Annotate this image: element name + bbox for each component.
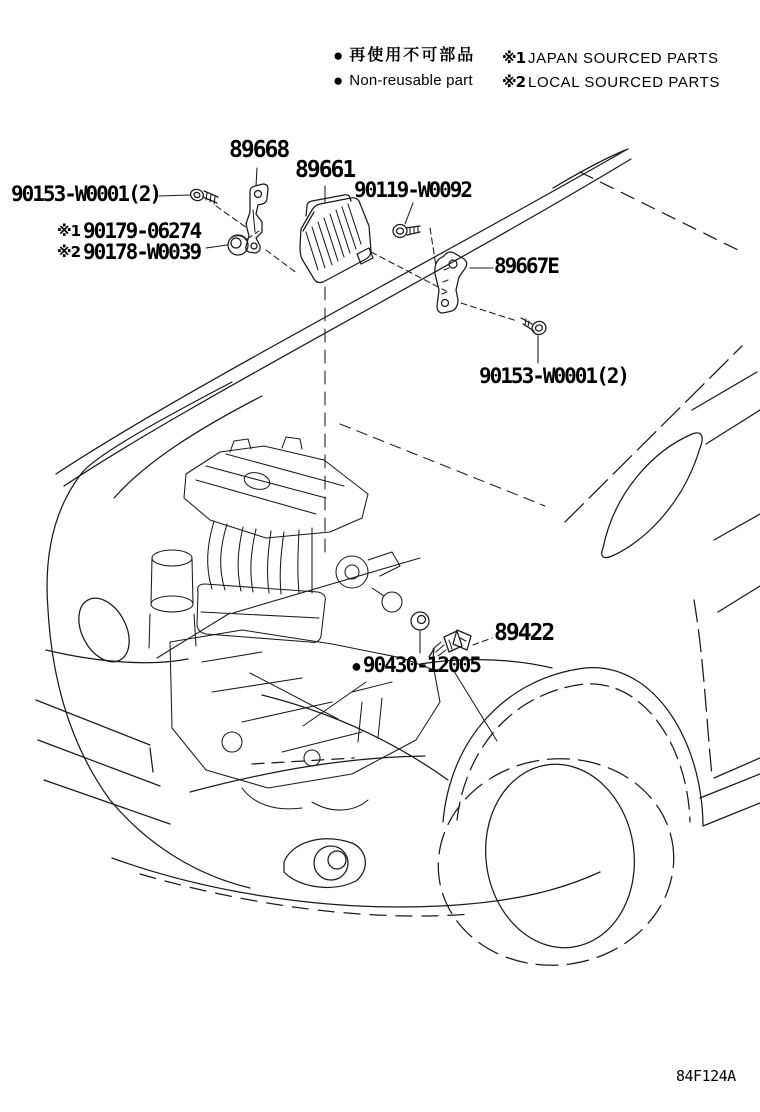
fog-lamp-bulb — [328, 851, 346, 869]
bumper-bottom-edge — [112, 858, 600, 907]
legend-sourcing-local — [502, 75, 720, 90]
wheel-arch-inner — [457, 684, 690, 822]
legend-nonreusable-en — [333, 72, 473, 89]
wheel-arch-outer — [443, 668, 703, 825]
headlight — [69, 590, 140, 671]
door-line — [714, 514, 760, 540]
ecu-89661-drawing — [300, 195, 373, 283]
bumper-upper-dash — [252, 758, 354, 764]
grille-tick — [150, 748, 153, 772]
hood-crease — [114, 396, 262, 498]
ref-marker-1: ※1 — [57, 222, 81, 240]
grille-slat — [38, 740, 160, 786]
engine-bay-line — [233, 558, 420, 613]
bracket-89668-drawing — [246, 184, 268, 253]
nonreusable-dot-icon: ● — [351, 655, 362, 676]
gasket-ring-icon — [411, 612, 429, 630]
engine-bay-line — [250, 673, 338, 719]
callout-90153-upper: 90153-W0001(2) — [11, 182, 161, 206]
rocker-line — [703, 803, 760, 826]
legend-nonreusable-jp-text: 再使用不可部品 — [349, 46, 476, 64]
ref-marker-2: ※2 — [57, 243, 81, 261]
screw-icon-lower-right — [521, 318, 548, 337]
a-pillar-line-inner — [64, 159, 631, 486]
ref-marker-2: ※2 — [502, 73, 526, 91]
ref-marker-1: ※1 — [502, 49, 526, 67]
rocker-line — [700, 774, 760, 798]
door-line — [706, 410, 760, 444]
callout-90153-lower: 90153-W0001(2) — [479, 364, 629, 388]
nonreusable-dot-icon: ● — [333, 46, 344, 65]
front-wheel — [425, 668, 703, 981]
leader-grommet — [206, 245, 227, 248]
legend-nonreusable-en-text: Non-reusable part — [349, 72, 473, 89]
callout-grommet-option-2 — [57, 242, 200, 263]
callout-89422: 89422 — [494, 620, 554, 646]
hood-lower-line — [262, 695, 448, 780]
part-number: 90178-W0039 — [83, 240, 201, 264]
grille-slat — [36, 700, 150, 745]
door-edge-line — [694, 600, 712, 776]
part-number: 90179-06274 — [83, 219, 201, 243]
car-body-outline — [36, 149, 760, 916]
side-window-line — [580, 172, 742, 252]
callout-89661: 89661 — [295, 157, 355, 183]
door-line — [692, 372, 757, 410]
mirror-shape — [602, 433, 702, 558]
leader-90119 — [405, 203, 413, 224]
figure-code: 84F124A — [676, 1067, 736, 1085]
legend-nonreusable-jp — [333, 47, 475, 64]
bumper-lip — [140, 874, 470, 916]
leader-dash — [461, 303, 517, 321]
callout-89667e: 89667E — [494, 254, 558, 278]
legend-sourcing-local-text: LOCAL SOURCED PARTS — [528, 74, 721, 91]
screw-icon-cowl — [393, 225, 420, 238]
leader-dash — [340, 424, 545, 506]
rocker-line — [714, 758, 760, 778]
leader-89668 — [256, 168, 257, 186]
leader-dash — [216, 206, 247, 228]
grommet-icon — [228, 235, 248, 255]
leader-dash — [430, 228, 436, 266]
leader-dash — [266, 250, 298, 274]
fog-lamp — [314, 846, 348, 880]
leader-90153a — [159, 195, 190, 196]
leader-sensor-mount — [303, 682, 366, 726]
nonreusable-dot-icon: ● — [333, 71, 344, 90]
fog-lamp-recess — [284, 839, 365, 887]
bumper-upper-edge — [190, 756, 425, 792]
callout-89668: 89668 — [229, 137, 289, 163]
tire — [425, 744, 687, 981]
legend-sourcing-japan — [502, 51, 719, 66]
bracket-89667e-drawing — [435, 252, 467, 313]
part-number: 90430-12005 — [362, 653, 480, 677]
callout-90119: 90119-W0092 — [354, 178, 472, 202]
callout-grommet-option-1 — [57, 221, 200, 242]
grille-slat — [44, 780, 170, 824]
engine-drawing — [149, 437, 440, 810]
door-line — [718, 586, 760, 612]
wheel-rim — [474, 755, 646, 958]
legend-sourcing-japan-text: JAPAN SOURCED PARTS — [528, 50, 719, 67]
leader-sensor-mount — [452, 668, 497, 741]
callout-90430 — [351, 655, 480, 676]
screw-icon-upper-left — [189, 188, 218, 204]
leader-dash — [473, 638, 492, 645]
